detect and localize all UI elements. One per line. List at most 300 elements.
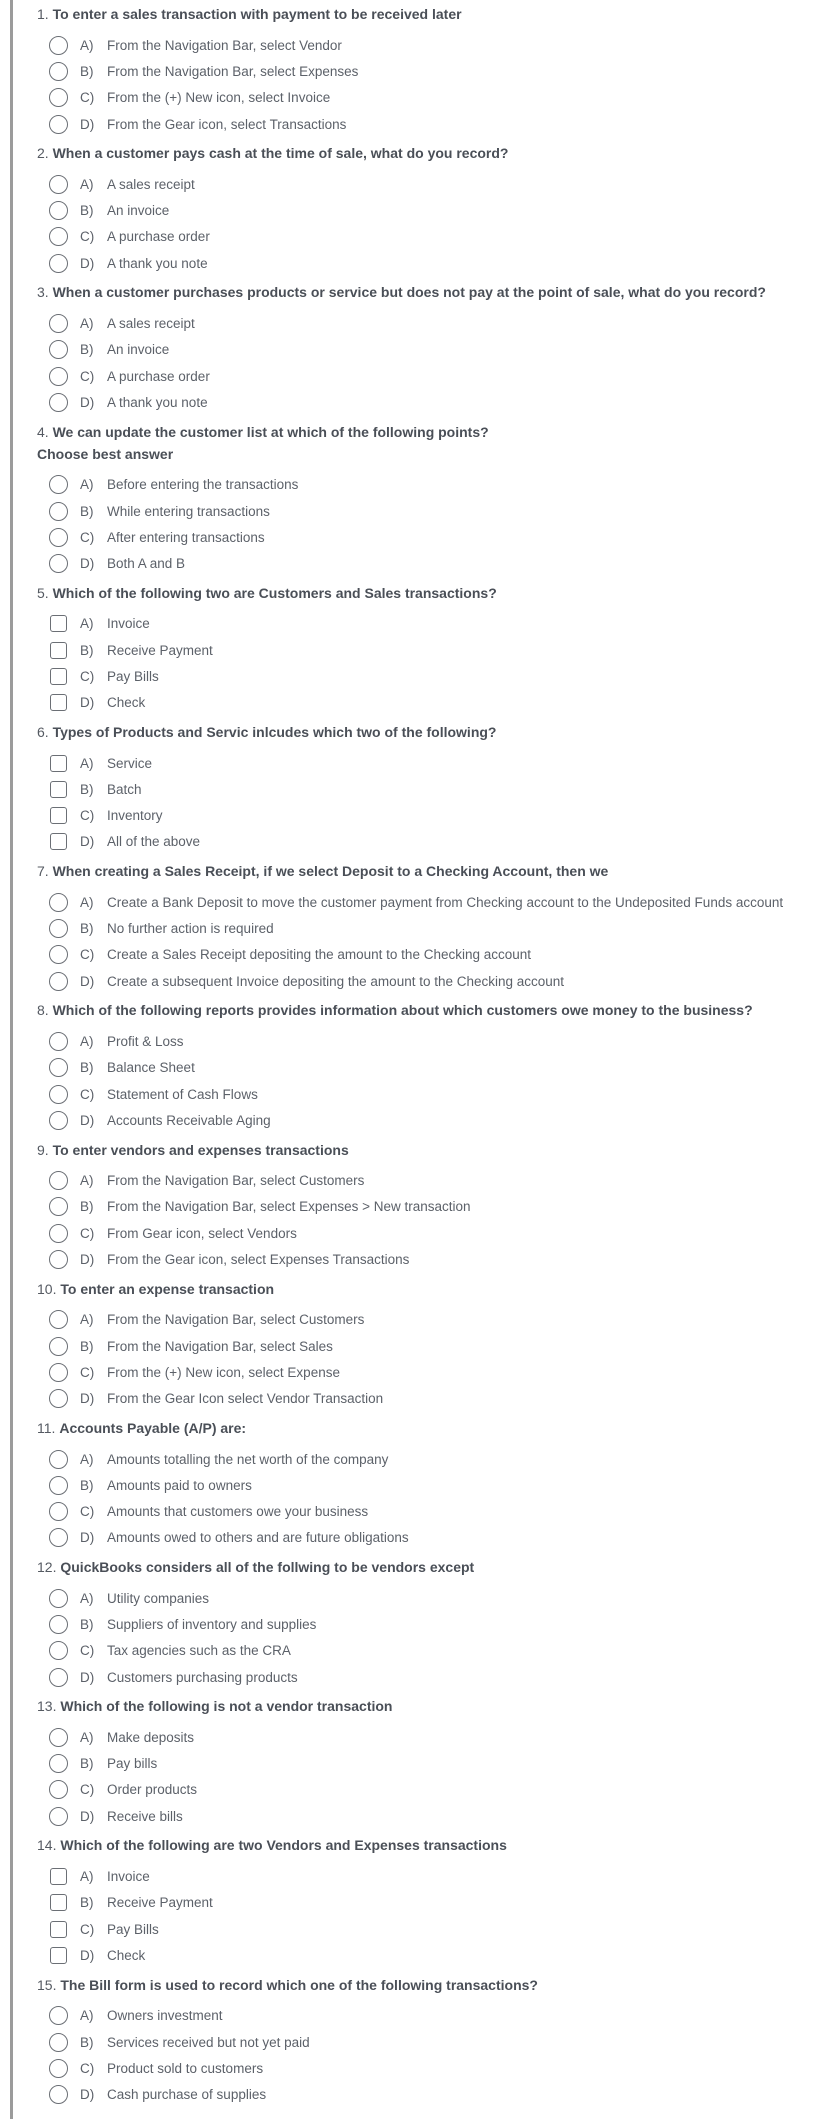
answer-option[interactable] bbox=[49, 1498, 836, 1524]
option-text: Cash purchase of supplies bbox=[107, 2087, 267, 2103]
option-text: Before entering the transactions bbox=[107, 477, 299, 493]
question-title bbox=[37, 718, 836, 743]
question-text: The Bill form is used to record which one of the following transactions? bbox=[60, 1976, 538, 1993]
option-text: Amounts that customers owe your business bbox=[107, 1504, 369, 1520]
checkbox[interactable] bbox=[50, 1921, 67, 1938]
option-letter: A) bbox=[80, 1729, 94, 1745]
question-text: Which of the following two are Customers and Sales transactions? bbox=[52, 584, 497, 601]
option-list bbox=[37, 1300, 836, 1414]
radio-button[interactable] bbox=[49, 2006, 68, 2025]
option-list bbox=[37, 1996, 836, 2110]
answer-option[interactable] bbox=[49, 829, 836, 855]
option-text: Order products bbox=[107, 1782, 198, 1798]
option-letter: B) bbox=[80, 342, 94, 358]
radio-button[interactable] bbox=[49, 36, 68, 55]
option-letter: B) bbox=[80, 1199, 94, 1215]
checkbox[interactable] bbox=[50, 807, 67, 824]
question-title bbox=[37, 418, 836, 465]
option-text: From Gear icon, select Vendors bbox=[107, 1225, 297, 1241]
option-text: Services received but not yet paid bbox=[107, 2034, 310, 2050]
radio-button[interactable] bbox=[49, 1502, 68, 1521]
question-11 bbox=[37, 1414, 836, 1553]
question-title bbox=[37, 1136, 836, 1161]
question-number: 15. bbox=[37, 1976, 57, 1993]
question-text: Accounts Payable (A/P) are: bbox=[59, 1419, 247, 1436]
question-text: To enter a sales transaction with payment to be received later bbox=[52, 6, 462, 22]
answer-option[interactable] bbox=[49, 1525, 836, 1551]
option-text: Pay Bills bbox=[107, 668, 159, 684]
question-6 bbox=[37, 718, 836, 857]
radio-button[interactable] bbox=[49, 2033, 68, 2052]
question-text: Types of Products and Servic inlcudes which two of the following? bbox=[52, 723, 497, 740]
radio-button[interactable] bbox=[49, 175, 68, 194]
radio-button[interactable] bbox=[49, 1780, 68, 1799]
radio-button[interactable] bbox=[49, 919, 68, 938]
option-text: A purchase order bbox=[107, 368, 210, 384]
answer-option[interactable] bbox=[49, 1751, 836, 1777]
radio-button[interactable] bbox=[49, 1668, 68, 1687]
question-text: When a customer purchases products or service but does not pay at the point of sale, what do you record? bbox=[52, 284, 766, 301]
radio-button[interactable] bbox=[49, 554, 68, 573]
option-letter: C) bbox=[80, 1782, 95, 1798]
answer-option[interactable] bbox=[49, 611, 836, 637]
radio-button[interactable] bbox=[49, 2059, 68, 2078]
question-number: 12. bbox=[37, 1559, 57, 1576]
option-letter: B) bbox=[80, 1338, 94, 1354]
option-text: Profit & Loss bbox=[107, 1033, 184, 1049]
question-5 bbox=[37, 579, 836, 718]
question-number: 2. bbox=[37, 145, 49, 162]
option-text: After entering transactions bbox=[107, 529, 265, 545]
answer-option[interactable] bbox=[49, 1585, 836, 1611]
radio-button[interactable] bbox=[49, 393, 68, 412]
question-number: 7. bbox=[37, 863, 49, 880]
checkbox[interactable] bbox=[50, 694, 67, 711]
answer-option[interactable] bbox=[49, 1168, 836, 1194]
option-letter: A) bbox=[80, 477, 94, 493]
option-letter: C) bbox=[80, 1225, 95, 1241]
option-list bbox=[37, 743, 836, 857]
answer-option[interactable] bbox=[49, 550, 836, 576]
answer-option[interactable] bbox=[49, 2082, 836, 2108]
answer-option[interactable] bbox=[49, 690, 836, 716]
question-number: 8. bbox=[37, 1002, 49, 1019]
option-text: An invoice bbox=[107, 203, 170, 219]
checkbox[interactable] bbox=[50, 1868, 67, 1885]
option-letter: A) bbox=[80, 1312, 94, 1328]
option-text: Balance Sheet bbox=[107, 1060, 195, 1076]
question-4 bbox=[37, 418, 836, 579]
option-letter: C) bbox=[80, 529, 95, 545]
answer-option[interactable] bbox=[49, 1028, 836, 1054]
question-title bbox=[37, 1692, 836, 1717]
radio-button[interactable] bbox=[49, 1197, 68, 1216]
answer-option[interactable] bbox=[49, 250, 836, 276]
option-text: Accounts Receivable Aging bbox=[107, 1112, 271, 1128]
question-13 bbox=[37, 1692, 836, 1831]
answer-option[interactable] bbox=[49, 1777, 836, 1803]
option-letter: A) bbox=[80, 37, 94, 53]
answer-option[interactable] bbox=[49, 1194, 836, 1220]
option-letter: C) bbox=[80, 808, 95, 824]
answer-option[interactable] bbox=[49, 915, 836, 941]
question-text: To enter an expense transaction bbox=[60, 1280, 275, 1297]
question-title bbox=[37, 1971, 836, 1996]
option-letter: C) bbox=[80, 1504, 95, 1520]
radio-button[interactable] bbox=[49, 893, 68, 912]
option-text: Receive Payment bbox=[107, 1895, 213, 1911]
answer-option[interactable] bbox=[49, 1359, 836, 1385]
option-letter: D) bbox=[80, 834, 95, 850]
option-letter: C) bbox=[80, 2060, 95, 2076]
radio-button[interactable] bbox=[49, 528, 68, 547]
answer-option[interactable] bbox=[49, 1611, 836, 1637]
option-text: Check bbox=[107, 695, 146, 711]
radio-button[interactable] bbox=[49, 115, 68, 134]
option-text: Make deposits bbox=[107, 1729, 195, 1745]
option-text: Create a Bank Deposit to move the customer payment from Checking account to the Undeposited Funds account bbox=[107, 894, 784, 910]
question-number: 14. bbox=[37, 1837, 57, 1854]
option-letter: A) bbox=[80, 316, 94, 332]
radio-button[interactable] bbox=[49, 314, 68, 333]
radio-button[interactable] bbox=[49, 1337, 68, 1356]
answer-option[interactable] bbox=[49, 776, 836, 802]
checkbox[interactable] bbox=[50, 1947, 67, 1964]
question-text: To enter vendors and expenses transactions bbox=[52, 1141, 349, 1158]
option-text: From the Gear icon, select Transactions bbox=[107, 116, 347, 132]
radio-button[interactable] bbox=[49, 340, 68, 359]
option-text: Create a subsequent Invoice depositing the amount to the Checking account bbox=[107, 973, 565, 989]
answer-option[interactable] bbox=[49, 2055, 836, 2081]
option-text: From the Gear Icon select Vendor Transaction bbox=[107, 1391, 384, 1407]
radio-button[interactable] bbox=[49, 1032, 68, 1051]
option-letter: A) bbox=[80, 176, 94, 192]
option-letter: D) bbox=[80, 695, 95, 711]
option-letter: C) bbox=[80, 1643, 95, 1659]
option-letter: A) bbox=[80, 1173, 94, 1189]
option-text: Pay bills bbox=[107, 1756, 158, 1772]
option-text: Amounts owed to others and are future obligations bbox=[107, 1530, 409, 1546]
question-9 bbox=[37, 1136, 836, 1275]
radio-button[interactable] bbox=[49, 945, 68, 964]
option-letter: B) bbox=[80, 1756, 94, 1772]
left-border bbox=[10, 0, 13, 2119]
option-letter: D) bbox=[80, 255, 95, 271]
question-title bbox=[37, 857, 836, 882]
question-number: 4. bbox=[37, 423, 49, 440]
option-letter: C) bbox=[80, 229, 95, 245]
option-letter: D) bbox=[80, 1669, 95, 1685]
option-letter: D) bbox=[80, 1947, 95, 1963]
question-title bbox=[37, 1275, 836, 1300]
option-letter: D) bbox=[80, 556, 95, 572]
answer-option[interactable] bbox=[49, 2003, 836, 2029]
option-letter: D) bbox=[80, 1391, 95, 1407]
radio-button[interactable] bbox=[49, 1363, 68, 1382]
option-letter: A) bbox=[80, 1869, 94, 1885]
option-list bbox=[37, 604, 836, 718]
question-10 bbox=[37, 1275, 836, 1414]
option-text: A purchase order bbox=[107, 229, 210, 245]
answer-option[interactable] bbox=[49, 472, 836, 498]
question-7 bbox=[37, 857, 836, 996]
answer-option[interactable] bbox=[49, 750, 836, 776]
option-text: A sales receipt bbox=[107, 176, 195, 192]
question-15 bbox=[37, 1971, 836, 2110]
checkbox[interactable] bbox=[50, 1894, 67, 1911]
option-text: From the Navigation Bar, select Vendor bbox=[107, 37, 342, 53]
option-text: Receive Payment bbox=[107, 642, 213, 658]
question-text: Which of the following are two Vendors and Expenses transactions bbox=[60, 1837, 507, 1854]
question-title bbox=[37, 1414, 836, 1439]
option-letter: D) bbox=[80, 1252, 95, 1268]
radio-button[interactable] bbox=[49, 1450, 68, 1469]
option-text: Create a Sales Receipt depositing the amount to the Checking account bbox=[107, 947, 532, 963]
answer-option[interactable] bbox=[49, 663, 836, 689]
radio-button[interactable] bbox=[49, 1250, 68, 1269]
answer-option[interactable] bbox=[49, 1890, 836, 1916]
question-title bbox=[37, 996, 836, 1021]
answer-option[interactable] bbox=[49, 197, 836, 223]
checkbox[interactable] bbox=[50, 615, 67, 632]
option-letter: C) bbox=[80, 1086, 95, 1102]
checkbox[interactable] bbox=[50, 642, 67, 659]
option-text: Check bbox=[107, 1947, 146, 1963]
question-number: 10. bbox=[37, 1280, 57, 1297]
option-text: Invoice bbox=[107, 1869, 150, 1885]
radio-button[interactable] bbox=[49, 254, 68, 273]
option-letter: A) bbox=[80, 1033, 94, 1049]
option-letter: B) bbox=[80, 1895, 94, 1911]
option-text: Batch bbox=[107, 781, 142, 797]
answer-option[interactable] bbox=[49, 363, 836, 389]
answer-option[interactable] bbox=[49, 498, 836, 524]
question-number: 13. bbox=[37, 1698, 57, 1715]
radio-button[interactable] bbox=[49, 367, 68, 386]
radio-button[interactable] bbox=[49, 1389, 68, 1408]
question-number: 11. bbox=[37, 1419, 56, 1436]
radio-button[interactable] bbox=[49, 1085, 68, 1104]
answer-option[interactable] bbox=[49, 1803, 836, 1829]
question-1 bbox=[37, 0, 836, 139]
option-letter: C) bbox=[80, 90, 95, 106]
option-letter: D) bbox=[80, 394, 95, 410]
option-text: Tax agencies such as the CRA bbox=[107, 1643, 291, 1659]
option-text: Utility companies bbox=[107, 1590, 210, 1606]
answer-option[interactable] bbox=[49, 1916, 836, 1942]
option-text: Suppliers of inventory and supplies bbox=[107, 1617, 317, 1632]
option-letter: B) bbox=[80, 1617, 94, 1632]
question-title bbox=[37, 278, 836, 303]
option-letter: A) bbox=[80, 894, 94, 910]
option-text: Pay Bills bbox=[107, 1921, 159, 1937]
option-letter: B) bbox=[80, 642, 94, 658]
option-letter: D) bbox=[80, 1530, 95, 1546]
checkbox[interactable] bbox=[50, 833, 67, 850]
radio-button[interactable] bbox=[49, 1310, 68, 1329]
answer-option[interactable] bbox=[49, 1472, 836, 1498]
option-text: Product sold to customers bbox=[107, 2060, 264, 2076]
answer-option[interactable] bbox=[49, 1863, 836, 1889]
radio-button[interactable] bbox=[49, 972, 68, 991]
option-text: Amounts totalling the net worth of the company bbox=[107, 1451, 389, 1467]
radio-button[interactable] bbox=[49, 1058, 68, 1077]
option-text: From the Navigation Bar, select Customers bbox=[107, 1312, 365, 1328]
option-text: Invoice bbox=[107, 616, 150, 632]
radio-button[interactable] bbox=[49, 227, 68, 246]
option-text: From the Navigation Bar, select Expenses bbox=[107, 63, 359, 79]
option-list bbox=[37, 1021, 836, 1135]
radio-button[interactable] bbox=[49, 1589, 68, 1608]
option-letter: B) bbox=[80, 503, 94, 519]
answer-option[interactable] bbox=[49, 85, 836, 111]
question-title bbox=[37, 1831, 836, 1856]
option-letter: C) bbox=[80, 947, 95, 963]
answer-option[interactable] bbox=[49, 968, 836, 994]
radio-button[interactable] bbox=[49, 1641, 68, 1660]
question-12 bbox=[37, 1553, 836, 1692]
question-8 bbox=[37, 996, 836, 1135]
radio-button[interactable] bbox=[49, 88, 68, 107]
answer-option[interactable] bbox=[49, 2029, 836, 2055]
answer-option[interactable] bbox=[49, 224, 836, 250]
option-list bbox=[37, 303, 836, 417]
question-14 bbox=[37, 1831, 836, 1970]
option-letter: B) bbox=[80, 203, 94, 219]
answer-option[interactable] bbox=[49, 1055, 836, 1081]
answer-option[interactable] bbox=[49, 1638, 836, 1664]
answer-option[interactable] bbox=[49, 942, 836, 968]
answer-option[interactable] bbox=[49, 803, 836, 829]
option-letter: B) bbox=[80, 781, 94, 797]
answer-option[interactable] bbox=[49, 389, 836, 415]
answer-option[interactable] bbox=[49, 1664, 836, 1690]
option-text: Inventory bbox=[107, 808, 163, 824]
question-text: When a customer pays cash at the time of sale, what do you record? bbox=[52, 145, 509, 162]
radio-button[interactable] bbox=[49, 201, 68, 220]
question-title bbox=[37, 1553, 836, 1578]
question-3 bbox=[37, 278, 836, 417]
option-letter: B) bbox=[80, 921, 94, 937]
radio-button[interactable] bbox=[49, 475, 68, 494]
option-text: A thank you note bbox=[107, 255, 208, 271]
option-letter: A) bbox=[80, 616, 94, 632]
option-list bbox=[37, 1578, 836, 1692]
radio-button[interactable] bbox=[49, 1754, 68, 1773]
question-number: 3. bbox=[37, 284, 49, 301]
option-letter: C) bbox=[80, 668, 95, 684]
option-text: Amounts paid to owners bbox=[107, 1477, 252, 1493]
option-list bbox=[37, 465, 836, 579]
option-text: From the Navigation Bar, select Expenses > New transaction bbox=[107, 1199, 471, 1215]
question-text: QuickBooks considers all of the follwing to be vendors except bbox=[60, 1559, 475, 1576]
answer-option[interactable] bbox=[49, 1386, 836, 1412]
option-text: No further action is required bbox=[107, 921, 274, 937]
answer-option[interactable] bbox=[49, 889, 836, 915]
answer-option[interactable] bbox=[49, 171, 836, 197]
answer-option[interactable] bbox=[49, 524, 836, 550]
option-letter: B) bbox=[80, 2034, 94, 2050]
radio-button[interactable] bbox=[49, 2085, 68, 2104]
radio-button[interactable] bbox=[49, 1111, 68, 1130]
option-list bbox=[37, 882, 836, 996]
answer-option[interactable] bbox=[49, 1724, 836, 1750]
answer-option[interactable] bbox=[49, 111, 836, 137]
option-list bbox=[37, 1439, 836, 1553]
question-2 bbox=[37, 139, 836, 278]
radio-button[interactable] bbox=[49, 1807, 68, 1826]
question-text: When creating a Sales Receipt, if we select Deposit to a Checking Account, then we bbox=[52, 863, 609, 880]
option-letter: A) bbox=[80, 2008, 94, 2024]
question-number: 5. bbox=[37, 584, 49, 601]
radio-button[interactable] bbox=[49, 1224, 68, 1243]
checkbox[interactable] bbox=[50, 781, 67, 798]
question-text: Which of the following reports provides information about which customers owe money to the business? bbox=[52, 1002, 753, 1019]
answer-option[interactable] bbox=[49, 1333, 836, 1359]
option-text: From the (+) New icon, select Expense bbox=[107, 1364, 340, 1380]
question-title bbox=[37, 139, 836, 164]
option-list bbox=[37, 1717, 836, 1831]
option-text: From the (+) New icon, select Invoice bbox=[107, 90, 331, 106]
answer-option[interactable] bbox=[49, 637, 836, 663]
radio-button[interactable] bbox=[49, 62, 68, 81]
answer-option[interactable] bbox=[49, 1942, 836, 1968]
answer-option[interactable] bbox=[49, 337, 836, 363]
answer-option[interactable] bbox=[49, 1446, 836, 1472]
radio-button[interactable] bbox=[49, 1171, 68, 1190]
answer-option[interactable] bbox=[49, 32, 836, 58]
option-text: From the Gear icon, select Expenses Transactions bbox=[107, 1252, 410, 1268]
answer-option[interactable] bbox=[49, 1107, 836, 1133]
answer-option[interactable] bbox=[49, 58, 836, 84]
question-title bbox=[37, 579, 836, 604]
option-list bbox=[37, 25, 836, 139]
option-letter: D) bbox=[80, 1808, 95, 1824]
radio-button[interactable] bbox=[49, 1615, 68, 1634]
answer-option[interactable] bbox=[49, 1220, 836, 1246]
radio-button[interactable] bbox=[49, 1528, 68, 1547]
answer-option[interactable] bbox=[49, 1246, 836, 1272]
answer-option[interactable] bbox=[49, 1307, 836, 1333]
option-text: A sales receipt bbox=[107, 316, 195, 332]
option-letter: B) bbox=[80, 1060, 94, 1076]
question-number: 1. bbox=[37, 6, 49, 22]
option-letter: C) bbox=[80, 1921, 95, 1937]
option-letter: C) bbox=[80, 368, 95, 384]
option-text: From the Navigation Bar, select Customers bbox=[107, 1173, 365, 1189]
option-text: All of the above bbox=[107, 834, 201, 850]
quiz-container bbox=[37, 0, 836, 2110]
answer-option[interactable] bbox=[49, 1081, 836, 1107]
option-letter: D) bbox=[80, 116, 95, 132]
option-letter: D) bbox=[80, 1112, 95, 1128]
question-text: Which of the following is not a vendor transaction bbox=[60, 1698, 393, 1715]
radio-button[interactable] bbox=[49, 502, 68, 521]
checkbox[interactable] bbox=[50, 755, 67, 772]
option-letter: D) bbox=[80, 973, 95, 989]
option-text: A thank you note bbox=[107, 394, 208, 410]
radio-button[interactable] bbox=[49, 1476, 68, 1495]
option-text: Statement of Cash Flows bbox=[107, 1086, 258, 1102]
option-letter: B) bbox=[80, 1477, 94, 1493]
radio-button[interactable] bbox=[49, 1728, 68, 1747]
option-letter: B) bbox=[80, 63, 94, 79]
option-list bbox=[37, 1856, 836, 1970]
option-text: Both A and B bbox=[107, 556, 186, 572]
option-letter: A) bbox=[80, 1590, 94, 1606]
answer-option[interactable] bbox=[49, 310, 836, 336]
checkbox[interactable] bbox=[50, 668, 67, 685]
